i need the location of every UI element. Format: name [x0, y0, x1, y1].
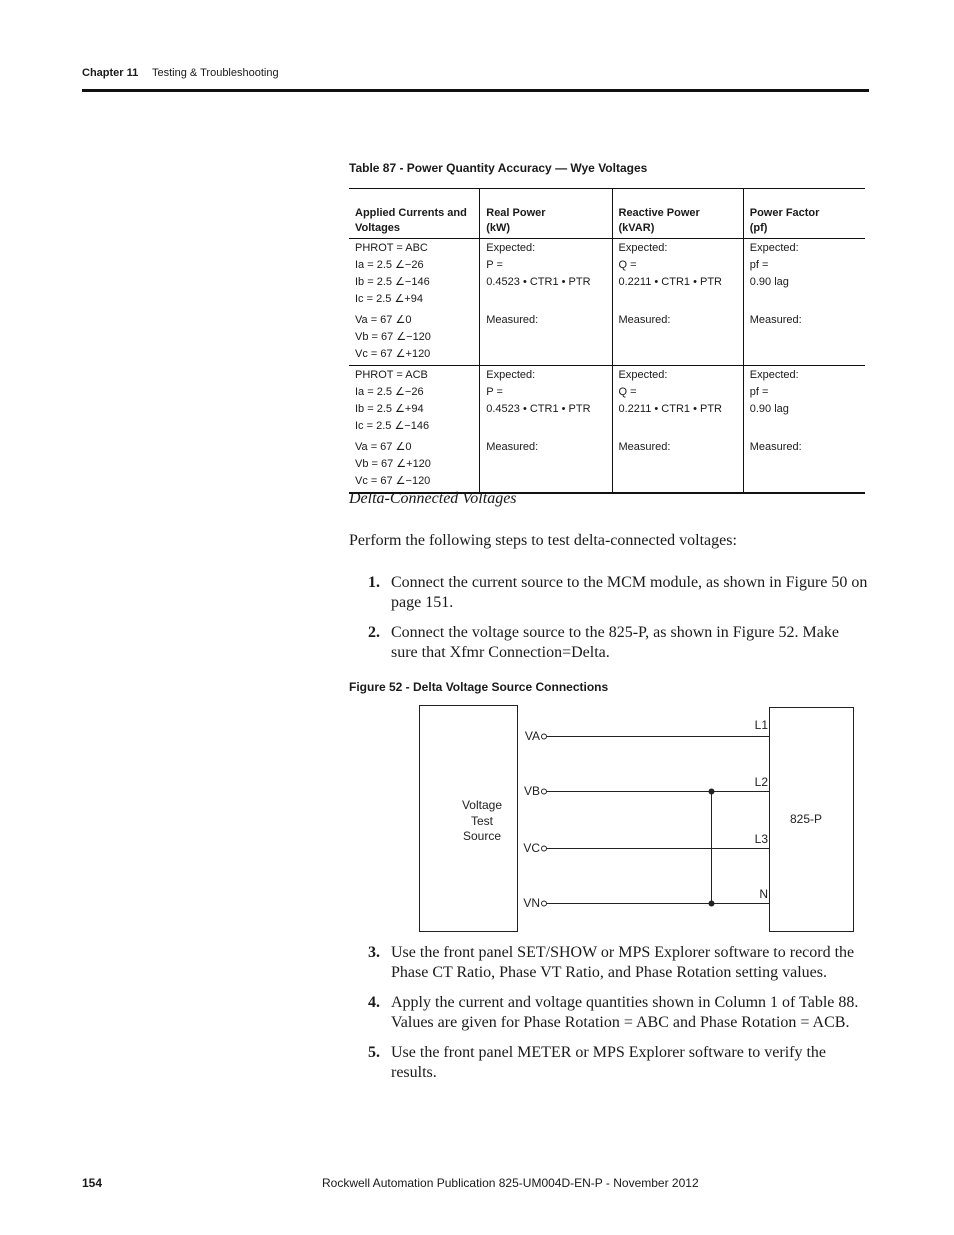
step-number: 2. [368, 624, 380, 641]
power-factor-cell: Expected: pf = 0.90 lag Measured: [743, 239, 865, 366]
table-header-row [349, 189, 865, 239]
reactive-power-cell: Expected: Q = 0.2211 • CTR1 • PTR Measured: [612, 366, 743, 494]
applied-cell: PHROT = ABC Ia = 2.5 ∠−26 Ib = 2.5 ∠−146 Ic = 2.5 ∠+94 Va = 67 ∠0 Vb = 67 ∠−120 Vc = 67 ∠+120 [355, 242, 431, 360]
table-row [349, 239, 865, 366]
step-number: 1. [368, 574, 380, 591]
terminal-vc-node [542, 846, 547, 851]
terminal-l1-label: L1 [754, 718, 768, 732]
step-item [368, 1043, 868, 1083]
step-item [368, 993, 868, 1033]
col-header-power-factor: Power Factor (pf) [743, 189, 865, 239]
step-item [368, 573, 868, 613]
device-825p-box [770, 708, 854, 932]
device-label: 825-P [789, 812, 823, 826]
publication-footer: Rockwell Automation Publication 825-UM004D-EN-P - November 2012 [322, 1176, 699, 1190]
terminal-va-node [542, 734, 547, 739]
source-label-line: Test [470, 814, 494, 828]
terminal-vb-node [542, 789, 547, 794]
section-label: Testing & Troubleshooting [152, 67, 279, 79]
terminal-vn-label: VN [523, 896, 540, 910]
junction-dot-vn [709, 901, 715, 907]
figure-title: Figure 52 - Delta Voltage Source Connections [349, 680, 609, 694]
source-label-line: Voltage [461, 798, 503, 812]
terminal-va-label: VA [524, 729, 540, 743]
real-power-cell: Expected: P = 0.4523 • CTR1 • PTR Measured: [480, 366, 612, 494]
running-header [82, 67, 279, 79]
applied-cell: PHROT = ACB Ia = 2.5 ∠−26 Ib = 2.5 ∠+94 Ic = 2.5 ∠−146 Va = 67 ∠0 Vb = 67 ∠+120 Vc = 67 ∠−120 [349, 366, 480, 494]
terminal-l2-label: L2 [754, 775, 768, 789]
voltage-test-source-box [420, 706, 518, 932]
subheading: Delta-Connected Voltages [349, 490, 517, 507]
step-number: 4. [368, 994, 380, 1011]
reactive-power-cell: Expected: Q = 0.2211 • CTR1 • PTR Measured: [612, 239, 743, 366]
step-text: Use the front panel SET/SHOW or MPS Explorer software to record the Phase CT Ratio, Phase VT Ratio, and Phase Rotation setting values. [391, 944, 855, 981]
terminal-vc-label: VC [523, 841, 540, 855]
header-rule [82, 89, 869, 92]
junction-dot-vb [709, 789, 715, 795]
table-title: Table 87 - Power Quantity Accuracy — Wye Voltages [349, 161, 648, 175]
terminal-vn-node [542, 901, 547, 906]
step-number: 3. [368, 944, 380, 961]
step-text: Use the front panel METER or MPS Explorer software to verify the results. [391, 1044, 827, 1081]
step-number: 5. [368, 1044, 380, 1061]
table-row [349, 366, 865, 494]
terminal-n-label: N [759, 887, 768, 901]
col-header-reactive-power: Reactive Power (kVAR) [612, 189, 743, 239]
step-text: Connect the voltage source to the 825-P, as shown in Figure 52. Make sure that Xfmr Connection=Delta. [391, 624, 839, 661]
terminal-vb-label: VB [523, 784, 540, 798]
source-label-line: Source [462, 829, 502, 843]
page-number: 154 [82, 1176, 103, 1190]
step-text: Apply the current and voltage quantities shown in Column 1 of Table 88. Values are given for Phase Rotation = ABC and Phase Rotation = ACB. [391, 994, 859, 1031]
chapter-label: Chapter 11 [82, 67, 139, 79]
step-text: Connect the current source to the MCM module, as shown in Figure 50 on page 151. [391, 574, 868, 611]
intro-paragraph: Perform the following steps to test delta-connected voltages: [349, 532, 737, 549]
step-item [368, 623, 868, 663]
step-item [368, 943, 868, 983]
col-header-real-power: Real Power (kW) [480, 189, 612, 239]
terminal-l3-label: L3 [754, 832, 768, 846]
power-factor-cell: Expected: pf = 0.90 lag Measured: [743, 366, 865, 494]
power-accuracy-table [349, 188, 865, 494]
real-power-cell: Expected: P = 0.4523 • CTR1 • PTR Measured: [480, 239, 612, 366]
col-header-applied: Applied Currents and Voltages [349, 189, 480, 239]
